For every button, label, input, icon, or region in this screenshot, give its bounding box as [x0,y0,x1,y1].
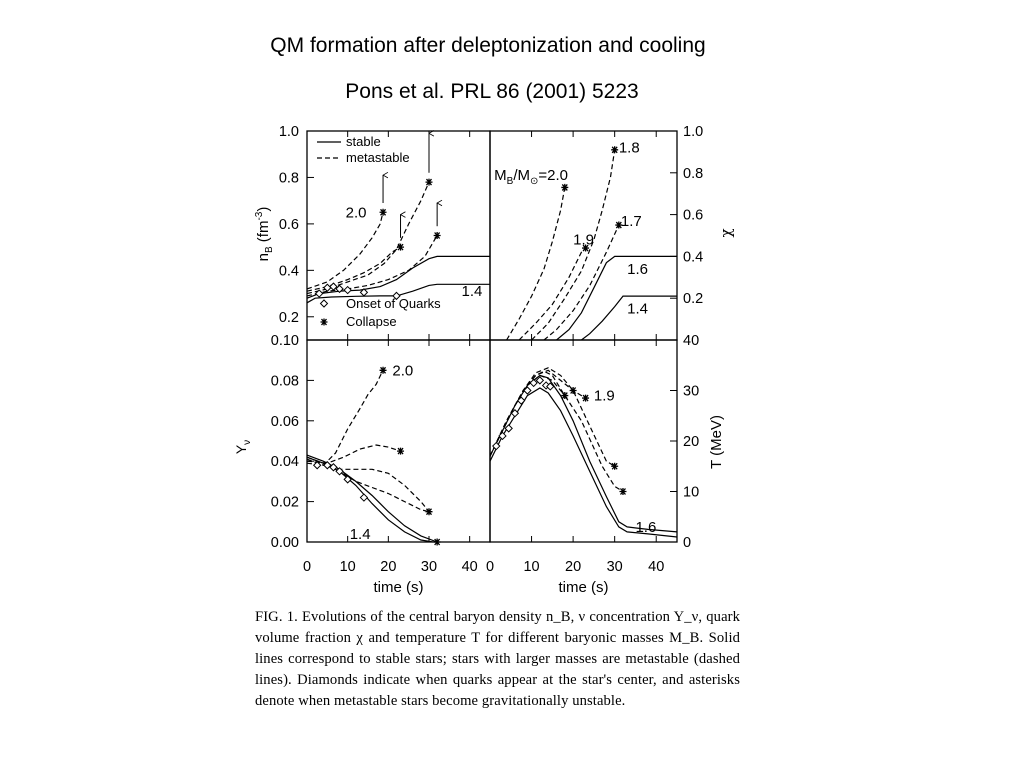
slide-subtitle: Pons et al. PRL 86 (2001) 5223 [345,80,639,103]
chi-ytick-label: 1.0 [683,124,704,140]
Ynu-ytick-label: 0.06 [270,413,299,430]
chi-series-1_6 [557,256,678,340]
Ynu-series-2_0 [307,370,383,465]
nB-onset-marker [344,287,351,294]
T-series-1_9 [490,370,586,456]
nB-axis-label: $n_B$ $(fm^{-3})$ [254,206,275,262]
Ynu-ytick-label: 0.08 [270,373,299,390]
chi-series-label: 1.8 [618,139,640,157]
Ynu-xtick-label: 40 [461,559,478,575]
Ynu-onset-marker [360,494,367,501]
T-series-label: 1.9 [593,387,615,405]
nB-panel [279,124,490,340]
chi-series-label: $M_B/M_⊙=2.0$ [494,166,569,187]
nB-collapse-marker [434,232,441,239]
T-series-label: 1.6 [635,518,657,536]
chi-panel [490,124,703,340]
chi-ytick-label: 0.4 [683,249,704,266]
chi-series-1_9 [519,248,586,340]
figure-caption [255,607,740,712]
chi-axis-label: χ [717,228,735,238]
nB-ytick-label: 1.0 [278,124,299,140]
chi-series-label: 1.6 [627,260,648,278]
nB-ytick-label: 0.2 [278,309,299,326]
T-xtick-label: 30 [606,559,623,575]
legend-onset-label: Onset of Quarks [346,296,441,311]
Ynu-panel [271,333,490,596]
Ynu-ytick-label: 0.04 [270,454,299,471]
T-xtick-label: 10 [523,559,540,575]
nB-series-2_0 [307,212,383,289]
Ynu-xtick-label: 10 [339,559,356,575]
Ynu-collapse-marker [397,448,404,455]
T-series-1_4 [490,388,677,537]
chi-series-label: 1.7 [620,212,642,230]
caption-text: Evolutions of the central baryon density n_B, ν concentration Y_ν, quark volume fraction χ and temperature T for different baryonic masses M_B. Solid lines correspond to stable stars; stars with larger masses are metastable (dashed lines). Diamonds indicate when quarks appear at the star's center, and asterisks denote when metastable stars become gravitationally unstable. [255,609,740,709]
T-collapse-marker [582,395,589,402]
nB-series-1_8 [307,182,429,294]
chi-ytick-label: 0.8 [683,165,704,182]
T-axis-label: T (MeV) [708,415,725,469]
Ynu-collapse-marker [434,539,441,546]
T-frame [490,340,677,542]
T-xtick-label: 0 [485,559,495,575]
T-collapse-marker [570,387,577,394]
T-xtick-label: 40 [648,559,665,575]
legend-metastable-label: metastable [346,150,410,165]
T-ytick-label: 0 [683,535,692,551]
nB-series-1_9 [307,247,401,291]
Ynu-ytick-label: 0.10 [270,333,299,349]
nB-ytick-label: 0.6 [278,216,299,233]
nB-series-label: 2.0 [345,204,367,222]
chi-ytick-label: 0.6 [683,207,704,224]
ynu-axis-label: $Y_\nu$ [233,439,253,455]
legend-collapse-marker [321,319,328,326]
nB-onset-marker [324,284,331,291]
chi-ytick-label: 0.2 [683,291,704,308]
T-collapse-marker [619,488,626,495]
Ynu-xtick-label: 0 [302,559,312,575]
T-xlabel: time (s) [558,579,609,596]
T-ytick-label: 30 [683,383,700,400]
Ynu-ytick-label: 0.00 [270,535,299,551]
T-series-1_6 [490,375,677,532]
T-ytick-label: 10 [683,484,700,501]
Ynu-series-label: 1.4 [349,525,371,543]
nB-collapse-marker [380,209,387,216]
nB-series-label: 1.4 [461,283,483,301]
chi-series-label: 1.4 [627,300,648,318]
T-ytick-label: 20 [683,434,700,450]
chi-series-2_0 [507,187,565,340]
nB-ytick-label: 0.4 [278,263,299,280]
nB-collapse-marker [397,244,404,251]
Ynu-xtick-label: 20 [380,559,397,575]
nB-ytick-label: 0.8 [278,170,299,187]
caption-label: FIG. 1. [255,609,298,625]
legend-onset-marker [321,300,328,307]
nB-collapse-marker [426,179,433,186]
Ynu-ytick-label: 0.02 [270,494,299,511]
T-xtick-label: 20 [565,559,582,575]
Ynu-collapse-marker [380,367,387,374]
Ynu-xlabel: time (s) [373,579,424,596]
legend-collapse-label: Collapse [346,314,397,329]
T-panel [486,333,699,596]
T-collapse-marker [561,392,568,399]
Ynu-xtick-label: 30 [420,559,438,575]
chi-collapse-marker [611,146,618,153]
chi-series-label: 1.9 [573,231,594,249]
T-collapse-marker [611,463,618,470]
chi-collapse-marker [561,184,568,191]
legend-stable-label: stable [346,134,381,149]
Ynu-series-label: 2.0 [392,362,414,380]
Ynu-collapse-marker [426,508,433,515]
slide-title: QM formation after deleptonization and cooling [270,34,706,57]
T-ytick-label: 40 [683,333,700,349]
